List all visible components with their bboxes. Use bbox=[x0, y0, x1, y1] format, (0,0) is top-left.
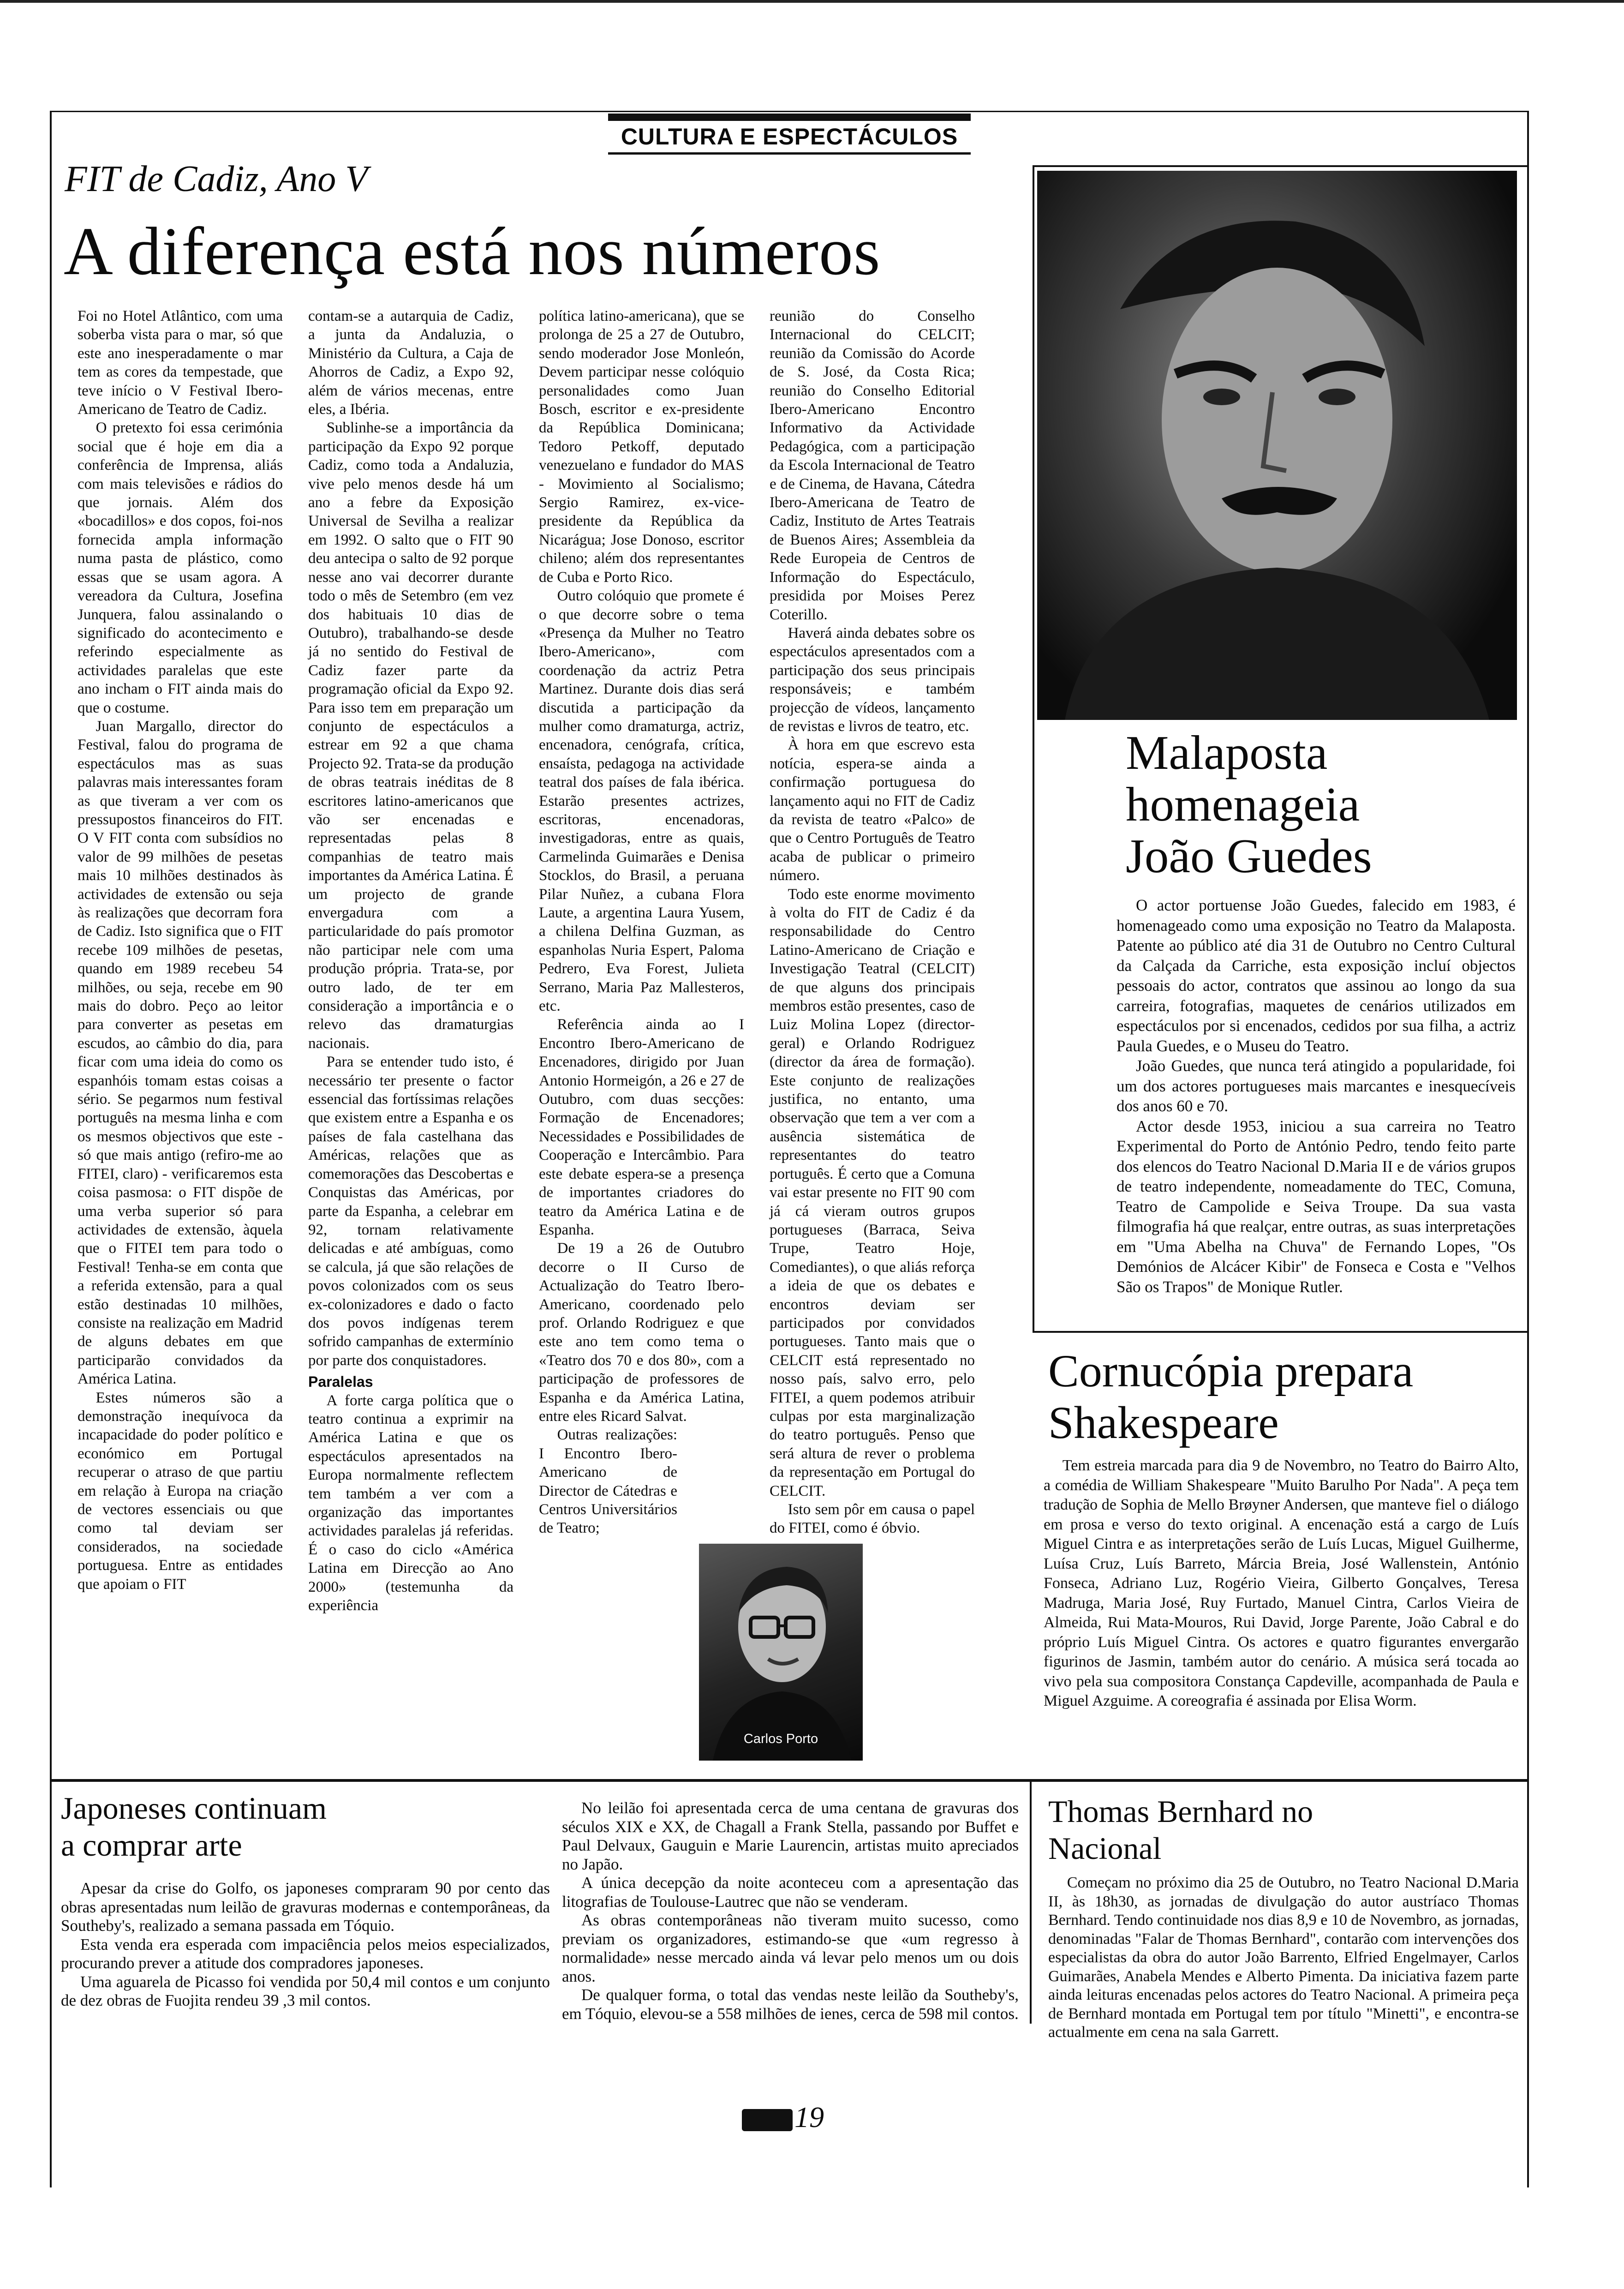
paragraph: As obras contemporâneas não tiveram muito sucesso, como previam os organizadores, estimando-se que «um regresso à normalidade» nesse mercado ainda vá levar pelo menos um ou dois anos. bbox=[562, 1911, 1019, 1985]
page-frame-left bbox=[50, 111, 52, 2187]
japoneses-right bbox=[562, 1799, 1019, 2023]
paragraph: Juan Margallo, director do Festival, falou do programa de espectáculos mas as suas palavras mais interessantes foram as que tiveram a ver com os pressupostos financeiros do FIT. O V FIT conta com subsídios no valor de 99 milhões de pesetas mais 10 milhões destinados às actividades de extensão ou seja às realizações que decorram fora de Cadiz. Isto significa que o FIT recebe 109 milhões de pesetas, quando em 1989 recebeu 54 milhões, ou seja, recebe em 90 mais do dobro. Peço ao leitor para converter as pesetas em escudos, ao câmbio do dia, para ficar com uma ideia do como os espanhóis tomam estas coisas a sério. Se pegarmos num festival português na mesma linha e com os mesmos objectivos que este - só que mais antigo (refiro-me ao FITEI, claro) - verificaremos esta coisa pasmosa: o FIT dispõe de uma verba superior só para actividades de extensão, àquela que o FITEI tem para todo o Festival! Tenha-se em conta que a referida extensão, para a qual estão destinadas 10 milhões, consiste na realização em Madrid de alguns debates em que participarão convidados da América Latina. bbox=[78, 718, 283, 1388]
japoneses-left bbox=[61, 1879, 550, 2010]
paragraph: Apesar da crise do Golfo, os japoneses compraram 90 por cento das obras apresentadas num leilão de gravuras modernas e contemporâneas, da Southeby's, realizado a semana passada em Tóquio. bbox=[61, 1879, 550, 1935]
section-underline bbox=[608, 152, 971, 155]
main-column-2 bbox=[308, 307, 513, 1615]
page-frame-right bbox=[1527, 111, 1529, 2187]
page-title: A diferença está nos números bbox=[64, 214, 881, 289]
sidebar-box-left bbox=[1033, 165, 1034, 1333]
paragraph: política latino-americana), que se prolonga de 25 a 27 de Outubro, sendo moderador Jose Monleón, Devem participar nesse colóquio personalidades como Juan Bosch, escritor e ex-presidente da República Dominicana; Tedoro Petkoff, deputado venezuelano e fundador do MAS - Movimiento al Socialismo; Sergio Ramirez, ex-vice-presidente da República da Nicarágua; Jose Donoso, escritor chileno; além dos representantes de Cuba e Porto Rico. bbox=[539, 308, 744, 586]
bottom-column-divider bbox=[1030, 1779, 1032, 2024]
paragraph: Referência ainda ao I Encontro Ibero-Americano de Encenadores, dirigido por Juan Antonio Hormeigón, a 26 e 27 de Outubro, com duas secções: Formação de Encenadores; Necessidades e Possibilidades de Cooperação e Intercâmbio. Para este debate espera-se a presença de importantes criadores do teatro da América Latina e de Espanha. bbox=[539, 1016, 744, 1238]
paragraph: Haverá ainda debates sobre os espectáculos apresentados com a participação dos seus principais responsáveis; e também projecção de vídeos, lançamento de revistas e livros de teatro, etc. bbox=[770, 624, 975, 735]
joao-guedes-portrait bbox=[1037, 171, 1517, 720]
paragraph: Uma aguarela de Picasso foi vendida por 50,4 mil contos e um conjunto de dez obras de Fuojita rendeu 39 ,3 mil contos. bbox=[61, 1972, 550, 2009]
cornucopia-body bbox=[1044, 1456, 1519, 1711]
section-header: CULTURA E ESPECTÁCULOS bbox=[621, 124, 958, 150]
sidebar-box-bottom bbox=[1033, 1331, 1527, 1333]
kicker: FIT de Cadiz, Ano V bbox=[65, 159, 368, 199]
photo-caption: Carlos Porto bbox=[743, 1732, 818, 1746]
sidebar-box-top bbox=[1033, 165, 1527, 167]
bottom-section-rule bbox=[50, 1779, 1529, 1782]
subheading: Paralelas bbox=[308, 1373, 373, 1390]
paragraph: À hora em que escrevo esta notícia, espera-se ainda a confirmação portuguesa do lançamento aqui no FIT de Cadiz da revista de teatro «Palco» de que o Centro Português de Teatro acaba de publicar o primeiro número. bbox=[770, 737, 975, 884]
paragraph: No leilão foi apresentada cerca de uma centana de gravuras dos séculos XIX e XX, de Chagall a Frank Stella, passando por Buffet e Paul Delvaux, Gauguin e Marie Laurencin, artistas muito apreciados no Japão. bbox=[562, 1799, 1019, 1873]
paragraph: O actor portuense João Guedes, falecido em 1983, é homenageado como uma exposição no Teatro da Malaposta. Patente ao público até dia 31 de Outubro no Centro Cultural da Calçada da Carriche, esta exposição incluí objectos pessoais do actor, contratos que assinou ao longo da sua carreira, fotografias, maquetes de cenários utilizados em espectáculos por si encenados, cedidos por sua filha, a actriz Paula Guedes, e o Museu do Teatro. bbox=[1116, 896, 1516, 1055]
author-portrait bbox=[699, 1544, 863, 1761]
main-column-4 bbox=[770, 307, 975, 1538]
paragraph: João Guedes, que nunca terá atingido a popularidade, foi um dos actores portugueses mais marcantes e inesquecíveis dos anos 60 e 70. bbox=[1116, 1057, 1516, 1115]
paragraph: A forte carga política que o teatro continua a exprimir na América Latina e que os espectáculos apresentados na Europa normalmente reflectem tem também a ver com a organização das importantes actividades paralelas já referidas. É o caso do ciclo «América Latina em Direcção ao Ano 2000» (testemunha da experiência bbox=[308, 1392, 513, 1614]
page-number: 19 bbox=[794, 2101, 824, 2133]
paragraph: reunião do Conselho Internacional do CELCIT; reunião da Comissão do Acorde de S. José, da Costa Rica; reunião do Conselho Editorial Ibero-Americano Encontro Informativo da Actividade Pedagógica, com a participação da Escola Internacional de Teatro e de Cinema, de Havana, Cátedra Ibero-Americana de Teatro de Cadiz, Instituto de Artes Teatrais de Buenos Aires; Assembleia da Rede Europeia de Centros de Informação do Espectáculo, presidida por Moises Perez Coterillo. bbox=[770, 308, 975, 623]
page-frame-top bbox=[50, 111, 1529, 112]
joao-guedes-photo bbox=[1037, 171, 1517, 720]
paragraph: A única decepção da noite aconteceu com a apresentação das litografias de Toulouse-Lautrec que não se venderam. bbox=[562, 1874, 1019, 1911]
paragraph: Outras realizações: I Encontro Ibero-Americano de Director de Cátedras e Centros Universitários de Teatro; bbox=[539, 1426, 677, 1537]
malaposta-body bbox=[1116, 895, 1516, 1297]
japoneses-title: Japoneses continuam a comprar arte bbox=[61, 1791, 327, 1863]
paragraph: Todo este enorme movimento à volta do FIT de Cadiz é da responsabilidade do Centro Latino-Americano de Criação e Investigação Teatral (CELCIT) de que alguns dos principais membros estão presentes, caso de Luiz Molina Lopez (director-geral) e Orlando Rodriguez (director da área de formação). Este conjunto de realizações justifica, no entanto, uma observação que tem a ver com a ausência sistemática de representantes do teatro português. É certo que a Comuna vai estar presente no FIT 90 com já cá vieram outros grupos portugueses (Barraca, Seiva Trupe, Teatro Hoje, Comediantes), o que aliás reforça a ideia de que os debates e encontros deviam ser participados por convidados portugueses. Tanto mais que o CELCIT está representado no nosso país, salvo erro, pelo FITEI, a quem podemos atribuir culpas por esta marginalização do teatro português. Penso que será altura de rever o problema da representação em Portugal do CELCIT. bbox=[770, 886, 975, 1499]
paragraph: Esta venda era esperada com impaciência pelos meios especializados, procurando prever a atitude dos compradores japoneses. bbox=[61, 1935, 550, 1972]
paragraph: Outro colóquio que promete é o que decorre sobre o tema «Presença da Mulher no Teatro Ibero-Americano», com coordenação da actriz Petra Martinez. Durante dois dias será discutida a participação da mulher como dramaturga, actriz, encenadora, cenógrafa, crítica, ensaísta, pedagoga na actividade teatral dos países de fala ibérica. Estarão presentes actrizes, escritoras, encenadoras, investigadoras, entre as quais, Carmelinda Guimarães e Denisa Stocklos, do Brasil, a peruana Pilar Nuñez, a cubana Flora Laute, a argentina Laura Yusem, a chilena Delfina Guzman, as espanholas Nuria Espert, Paloma Pedrero, Eva Forest, Julieta Serrano, Maria Paz Mallesteros, etc. bbox=[539, 587, 744, 1015]
paragraph: Isto sem pôr em causa o papel do FITEI, como é óbvio. bbox=[770, 1501, 975, 1537]
main-column-1 bbox=[78, 307, 283, 1594]
paragraph: Para se entender tudo isto, é necessário ter presente o factor essencial das fortíssimas relações que existem entre a Espanha e os países de fala castelhana das Américas, relações que as comemorações das Descobertas e Conquistas das Américas, por parte da Espanha, a celebrar em 92, tornam relativamente delicadas e até ambíguas, como se calcula, já que são relações de povos colonizados com os seus ex-colonizadores e dado o facto dos povos indígenas terem sofrido campanhas de extermínio por parte dos conquistadores. bbox=[308, 1054, 513, 1369]
paragraph: Actor desde 1953, iniciou a sua carreira no Teatro Experimental do Porto de António Pedro, tendo feito parte dos elencos do Teatro Nacional D.Maria II e de vários grupos de teatro independente, nomeadamente do TEC, Comuna, Teatro de Campolide e Seiva Troupe. Da sua vasta filmografia há que realçar, entre outras, as suas interpretações em "Uma Abelha na Chuva" de Fernando Lopes, "Os Demónios de Alcácer Kibir" de Fonseca e Costa e "Velhos São os Trapos" de Monique Rutler. bbox=[1116, 1117, 1516, 1296]
paragraph: Estes números são a demonstração inequívoca da incapacidade do poder político e económico em Portugal recuperar o atraso de que partiu em relação à Europa na criação de vectores essenciais ou que como tal deviam ser considerados, na sociedade portuguesa. Entre as entidades que apoiam o FIT bbox=[78, 1389, 283, 1593]
author-photo bbox=[699, 1544, 863, 1761]
paragraph: Sublinhe-se a importância da participação da Expo 92 porque Cadiz, como toda a Andaluzia, vive pelo menos desde há um ano a febre da Exposição Universal de Sevilha a realizar em 1992. O salto que o FIT 90 deu antecipa o salto de 92 porque nesse ano vai decorrer durante todo o mês de Setembro (em vez dos habituais 10 dias de Outubro), trabalhando-se desde já no sentido do Festival de Cadiz fazer parte da programação oficial da Expo 92. Para isso tem em preparação um conjunto de espectáculos a estrear em 92 a que chama Projecto 92. Trata-se da produção de obras teatrais inéditas de 8 escritores latino-americanos que vão ser encenadas e representadas pelas 8 companhias de teatro mais importantes da América Latina. É um projecto de grande envergadura com a particularidade do país promotor não participar nele com uma produção própria. Trata-se, por outro lado, de ter em consideração a importância e o relevo das dramaturgias nacionais. bbox=[308, 419, 513, 1052]
main-column-3 bbox=[539, 307, 744, 1538]
cornucopia-title: Cornucópia prepara Shakespeare bbox=[1048, 1345, 1414, 1448]
paragraph: Foi no Hotel Atlântico, com uma soberba vista para o mar, só que este ano inesperadamente o mar tem as cores da tempestade, que teve início o V Festival Ibero-Americano de Teatro de Cadiz. bbox=[78, 308, 283, 418]
malaposta-title: Malaposta homenageia João Guedes bbox=[1126, 725, 1372, 883]
paragraph: contam-se a autarquia de Cadiz, a junta da Andaluzia, o Ministério da Cultura, a Caja de Ahorros de Cadiz, a Expo 92, além de vários mecenas, entre eles, a Ibéria. bbox=[308, 308, 513, 418]
section-bar bbox=[608, 114, 971, 121]
paragraph: De qualquer forma, o total das vendas neste leilão da Southeby's, em Tóquio, elevou-se a 558 milhões de ienes, cerca de 598 mil contos. bbox=[562, 1986, 1019, 2023]
footer-logo bbox=[742, 2109, 793, 2131]
paragraph: O pretexto foi essa cerimónia social que é hoje em dia a conferência de Imprensa, aliás com mais televisões e rádios do que jornais. Além dos «bocadillos» e dos copos, foi-nos fornecida ampla informação numa pasta de plástico, como essas que se usam agora. A vereadora da Cultura, Josefina Junquera, falou assinalando o significado do acontecimento e referindo especialmente as actividades paralelas que este ano incham o FIT ainda mais do que o costume. bbox=[78, 419, 283, 716]
bernhard-body bbox=[1048, 1874, 1519, 2042]
bernhard-title: Thomas Bernhard no Nacional bbox=[1048, 1794, 1314, 1866]
top-scan-edge bbox=[0, 0, 1624, 3]
paragraph: Começam no próximo dia 25 de Outubro, no Teatro Nacional D.Maria II, às 18h30, as jornadas de divulgação do autor austríaco Thomas Bernhard. Tendo continuidade nos dias 8,9 e 10 de Novembro, as jornadas, denominadas "Falar de Thomas Bernhard", contarão com intervenções dos especialistas da obra do autor João Barrento, Elfried Engelmayer, Carlos Guimarães, Anabela Mendes e Alberto Pimenta. Da iniciativa fazem parte ainda leituras encenadas pelos actores do Teatro Nacional. A primeira peça de Bernhard montada em Portugal tem por título "Minetti", e encontra-se actualmente em cena na sala Garrett. bbox=[1048, 1874, 1519, 2041]
paragraph: Tem estreia marcada para dia 9 de Novembro, no Teatro do Bairro Alto, a comédia de William Shakespeare "Muito Barulho Por Nada". A peça tem tradução de Sophia de Mello Brøyner Andersen, que manteve fiel o diálogo em prosa e verso do texto original. A encenação está a cargo de Luís Miguel Cintra e as interpretações serão de Luís Lucas, Miguel Guilherme, Luísa Cruz, Luís Barreto, Márcia Breia, José Wallenstein, António Fonseca, Adriano Luz, Rogério Vieira, Gilberto Gonçalves, Teresa Madruga, Maria José, Ruy Furtado, Manuel Cintra, Carlos Vieira de Almeida, Rui Mata-Mouros, Rui David, Jorge Parente, João Cabral e do próprio Luís Miguel Cintra. Os actores e quatro figurantes envergarão figurinos de Jasmin, também autor do cenário. A música será tocada ao vivo pela sua compositora Constança Capdeville, acompanhada de Paula e Miguel Azguime. A coreografia é assinada por Elisa Worm. bbox=[1044, 1457, 1519, 1709]
paragraph: De 19 a 26 de Outubro decorre o II Curso de Actualização do Teatro Ibero-Americano, coordenado pelo prof. Orlando Rodriguez e que este ano tem como tema o «Teatro dos 70 e dos 80», com a participação de professores de Espanha e da América Latina, entre eles Ricard Salvat. bbox=[539, 1240, 744, 1425]
